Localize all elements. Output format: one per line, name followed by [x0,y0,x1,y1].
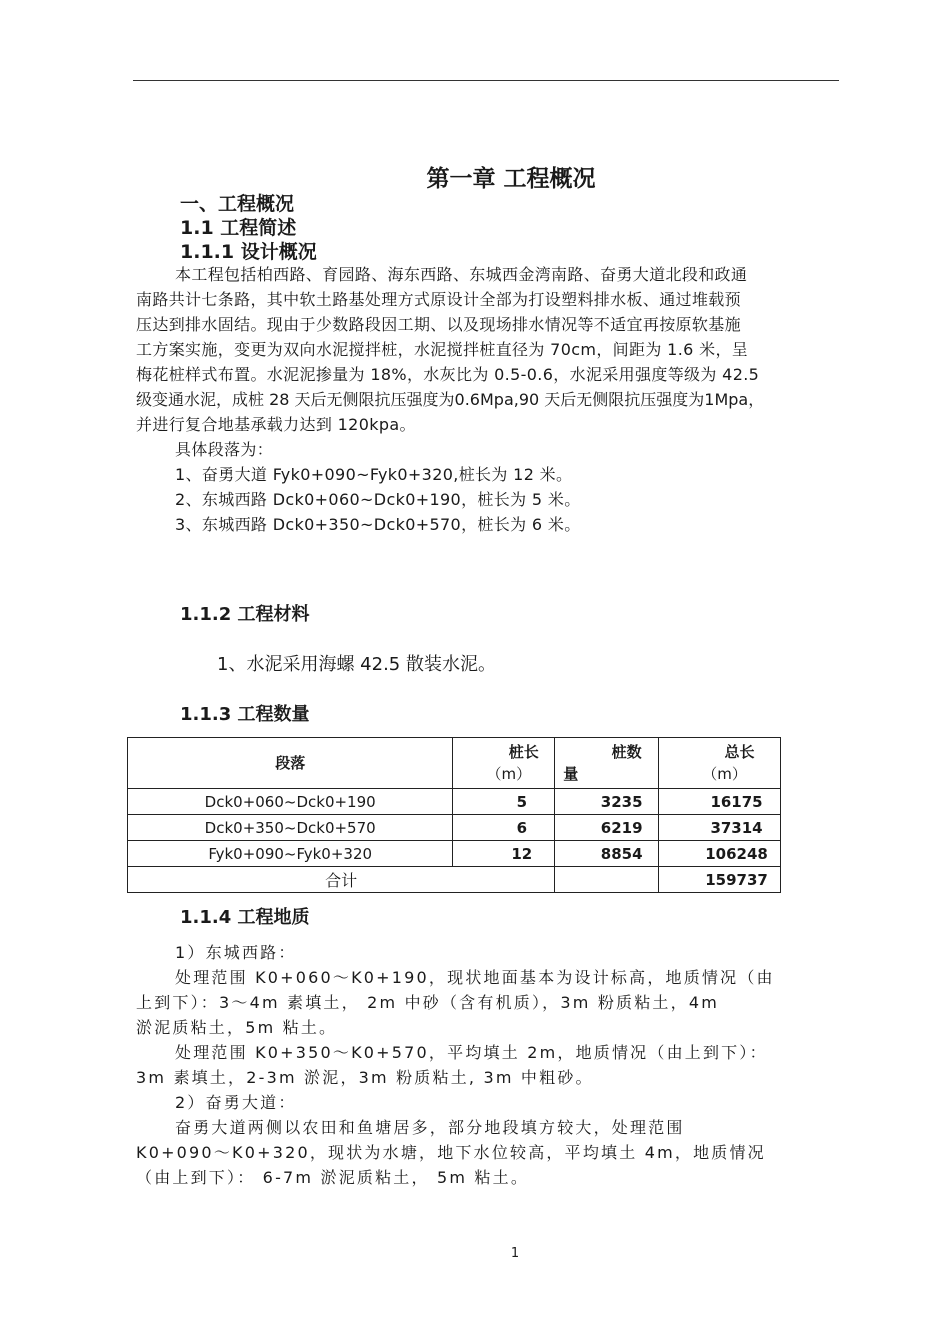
geology-line-2: 处理范围 K0+060～K0+190，现状地面基本为设计标高，地质情况（由 [175,968,775,987]
row-segment: Dck0+060~Dck0+190 [128,789,453,815]
table-sum-row [128,867,781,893]
heading-1-1-4: 1.1.4 工程地质 [180,907,310,928]
header-total [659,738,781,789]
design-line-1: 本工程包括柏西路、育园路、海东西路、东城西金湾南路、奋勇大道北段和政通 [175,265,748,284]
page-number: 1 [510,1246,520,1261]
row-total: 106248 [659,841,781,867]
geology-line-1: 1）东城西路： [175,943,297,962]
table-row [128,841,781,867]
segment-item-2: 2、东城西路 Dck0+060~Dck0+190，桩长为 5 米。 [175,490,581,509]
row-length: 12 [453,841,555,867]
row-segment: Fyk0+090~Fyk0+320 [128,841,453,867]
design-line-2: 南路共计七条路，其中软土路基处理方式原设计全部为打设塑料排水板、通过堆载预 [136,290,741,309]
geology-line-5: 处理范围 K0+350～K0+570，平均填土 2m，地质情况（由上到下）： [175,1043,768,1062]
geology-line-10: （由上到下）： 6-7m 淤泥质粘土， 5m 粘土。 [136,1168,530,1187]
header-total-line1: 总长 [724,743,755,761]
row-count: 3235 [555,789,659,815]
design-line-3: 压达到排水固结。现由于少数路段因工期、以及现场排水情况等不适宜再按原软基施 [136,315,741,334]
header-pile-count-line1: 桩数 [611,743,642,761]
sum-label: 合计 [128,867,555,893]
header-pile-count-line2: 量 [563,765,579,783]
row-length: 6 [453,815,555,841]
geology-line-4: 淤泥质粘土，5m 粘土。 [136,1018,338,1037]
row-length: 5 [453,789,555,815]
header-pile-length-line2: （m） [486,765,532,783]
heading-1-1-3: 1.1.3 工程数量 [180,704,310,725]
row-total: 37314 [659,815,781,841]
table-header-row [128,738,781,789]
geology-line-3: 上到下）：3～4m 素填土， 2m 中砂（含有机质），3m 粉质粘土，4m [136,993,719,1012]
geology-line-6: 3m 素填土，2-3m 淤泥，3m 粉质粘土, 3m 中粗砂。 [136,1068,594,1087]
material-item: 1、水泥采用海螺 42.5 散装水泥。 [217,654,496,675]
heading-1: 一、工程概况 [180,193,295,215]
table-row [128,789,781,815]
sum-total: 159737 [659,867,781,893]
design-line-7: 并进行复合地基承载力达到 120kpa。 [136,415,416,434]
segment-item-3: 3、东城西路 Dck0+350~Dck0+570，桩长为 6 米。 [175,515,581,534]
design-line-4: 工方案实施，变更为双向水泥搅拌桩，水泥搅拌桩直径为 70cm，间距为 1.6 米，呈 [136,340,749,359]
geology-line-8: 奋勇大道两侧以农田和鱼塘居多，部分地段填方较大，处理范围 [175,1118,685,1137]
design-line-6: 级变通水泥，成桩 28 天后无侧限抗压强度为0.6Mpa,90 天后无侧限抗压强度为1Mpa， [136,390,765,409]
header-total-line2: （m） [702,765,747,783]
row-total: 16175 [659,789,781,815]
geology-line-7: 2）奋勇大道： [175,1093,297,1112]
heading-1-1-1: 1.1.1 设计概况 [180,241,317,263]
heading-1-1: 1.1 工程简述 [180,217,297,239]
header-segment: 段落 [128,738,453,789]
header-pile-length [453,738,555,789]
row-segment: Dck0+350~Dck0+570 [128,815,453,841]
segments-intro: 具体段落为： [175,440,274,459]
table-row [128,815,781,841]
header-rule [133,80,839,81]
chapter-title: 第一章 工程概况 [426,166,596,192]
quantity-table [127,737,781,893]
header-pile-count [555,738,659,789]
heading-1-1-2: 1.1.2 工程材料 [180,604,310,625]
design-line-5: 梅花桩样式布置。水泥泥掺量为 18%，水灰比为 0.5-0.6，水泥采用强度等级为 42.5 [136,365,760,384]
segment-item-1: 1、奋勇大道 Fyk0+090~Fyk0+320,桩长为 12 米。 [175,465,573,484]
sum-count-empty [555,867,659,893]
geology-line-9: K0+090～K0+320，现状为水塘，地下水位较高，平均填土 4m，地质情况 [136,1143,766,1162]
row-count: 6219 [555,815,659,841]
header-pile-length-line1: 桩长 [508,743,539,761]
row-count: 8854 [555,841,659,867]
